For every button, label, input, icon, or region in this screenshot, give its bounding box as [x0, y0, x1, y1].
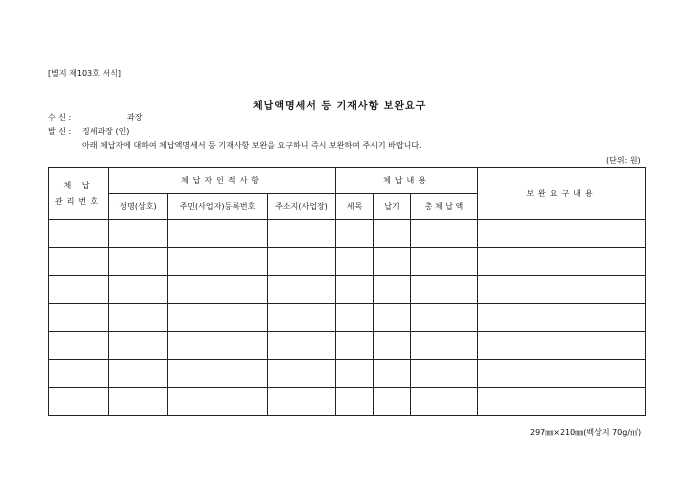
table-row: [49, 248, 646, 276]
arrears-content-header: 체납내용: [336, 168, 478, 194]
table-row: [49, 220, 646, 248]
body-text: 아래 체납자에 대하여 체납액명세서 등 기재사항 보완을 요구하니 즉시 보완하여 주시기 바랍니다.: [82, 141, 422, 150]
tax-item-header: 세목: [336, 194, 374, 220]
recipient-value: 과장: [127, 113, 143, 122]
table-row: [49, 360, 646, 388]
document-title: 체납액명세서 등 기재사항 보완요구: [253, 101, 427, 112]
table-row: [49, 388, 646, 416]
unit-note: (단위: 원): [606, 156, 641, 165]
request-content-header: 보완요구내용: [478, 168, 646, 220]
table-row: [49, 304, 646, 332]
address-header: 주소지(사업장): [268, 194, 336, 220]
sender-label: 발 신 :: [48, 127, 72, 136]
table-row: [49, 332, 646, 360]
form-number: [별지 제103호 서식]: [48, 69, 121, 78]
mgmt-number-header: [49, 168, 109, 220]
registration-number-header: 주민(사업자)등록번호: [168, 194, 268, 220]
paper-spec-footer: 297㎜×210㎜(백상지 70g/㎡): [530, 428, 642, 437]
table-row: [49, 276, 646, 304]
name-header: 성명(상호): [109, 194, 168, 220]
sender-value: 징세과장 (인): [82, 127, 130, 136]
due-date-header: 납기: [374, 194, 411, 220]
mgmt-header-line2: 관리번호: [55, 196, 102, 206]
mgmt-header-line1: 체 납: [63, 180, 94, 190]
arrears-table: [48, 167, 646, 416]
recipient-label: 수 신 :: [48, 113, 72, 122]
person-info-header: 체납자인적사항: [109, 168, 336, 194]
total-amount-header: 총 체 납 액: [411, 194, 478, 220]
